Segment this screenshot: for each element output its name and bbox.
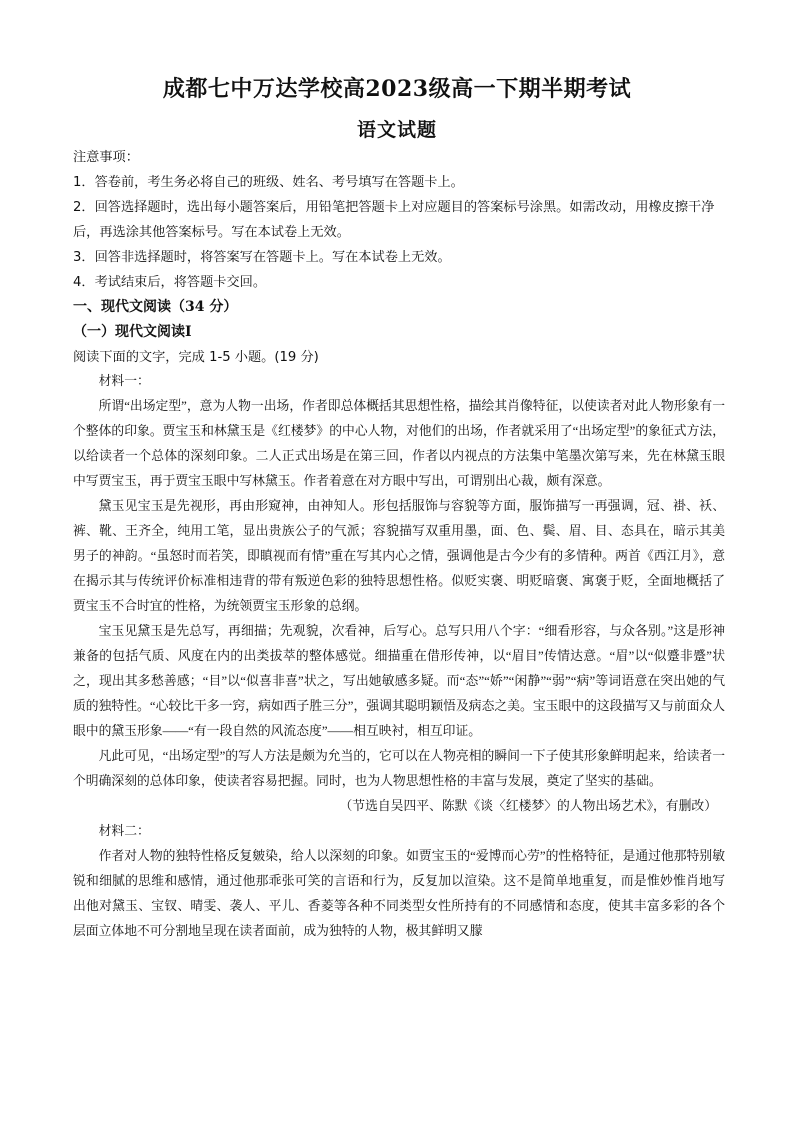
- material-2-label: 材料二：: [98, 824, 150, 838]
- section-heading: 一、现代文阅读（34 分）: [73, 299, 238, 315]
- instruction-item: 3．回答非选择题时，将答案写在答题卡上。写在本试卷上无效。: [73, 250, 451, 265]
- exam-title: 成都七中万达学校高2023级高一下期半期考试: [162, 76, 632, 102]
- reading-passage: [73, 369, 725, 944]
- instructions-block: [73, 145, 725, 370]
- material-1-paragraph: 凡此可见，“出场定型”的写人方法是颇为允当的，它可以在人物亮相的瞬间一下子使其形象鲜明起来，给读者一个明确深刻的总体印象，使读者容易把握。同时，也为人物思想性格的丰富与发展，奠定了坚实的基础。: [73, 749, 725, 788]
- material-1-label: 材料一：: [98, 374, 150, 388]
- material-1-paragraph: 宝玉见黛玉是先总写，再细描；先观貌，次看神，后写心。总写只用八个字：“细看形容，与众各别。”这是形神兼备的包括气质、风度在内的出类拔萃的整体感觉。细描重在借形传神，以“眉目”传情达意。“眉”以“似蹙非蹙”状之，现出其多愁善感；“目”以“似喜非喜”状之，写出她敏感多疑。而“态”“娇”“闲静”“弱”“病”等词语意在突出她的气质的独特性。“心较比干多一窍，病如西子胜三分”，强调其聪明颖悟及病态之美。宝玉眼中的这段描写又与前面众人眼中的黛玉形象——“有一段自然的风流态度”——相互映衬，相互印证。: [73, 624, 725, 738]
- exam-subtitle: 语文试题: [356, 119, 437, 141]
- material-1-paragraph: 所谓“出场定型”，意为人物一出场，作者即总体概括其思想性格，描绘其肖像特征，以使读者对此人物形象有一个整体的印象。贾宝玉和林黛玉是《红楼梦》的中心人物，对他们的出场，作者就采用了“出场定型”的象征式方法，以给读者一个总体的深刻印象。二人正式出场是在第三回，作者以内视点的方法集中笔墨次第写来，先在林黛玉眼中写贾宝玉，再于贾宝玉眼中写林黛玉。作者着意在对方眼中写出，可谓别出心裁，颇有深意。: [73, 399, 725, 488]
- instruction-item: 1．答卷前，考生务必将自己的班级、姓名、考号填写在答题卡上。: [73, 175, 464, 190]
- material-1-source: （节选自吴四平、陈默《谈〈红楼梦〉的人物出场艺术》，有删改）: [339, 799, 717, 813]
- material-1-paragraph: 黛玉见宝玉是先视形，再由形窥神，由神知人。形包括服饰与容貌等方面，服饰描写一再强调，冠、褂、袄、裤、靴、王齐全，纯用工笔，显出贵族公子的气派；容貌描写双重用墨，面、色、鬓、眉、目、态具在，暗示其美男子的神韵。“虽怒时而若笑，即瞋视而有情”重在写其内心之情，强调他是古今少有的多情种。两首《西江月》，意在揭示其与传统评价标准相违背的带有叛逆色彩的独特思想性格。似贬实褒、明贬暗褒、寓褒于贬，全面地概括了贾宝玉不合时宜的性格，为统领贾宝玉形象的总纲。: [73, 499, 725, 613]
- instruction-item: 4．考试结束后，将答题卡交回。: [73, 275, 267, 290]
- material-2-paragraph: 作者对人物的独特性格反复皴染，给人以深刻的印象。如贾宝玉的“爱博而心劳”的性格特征，是通过他那特别敏锐和细腻的思维和感情，通过他那乖张可笑的言语和行为，反复加以渲染。这不是简单地重复，而是惟妙惟肖地写出他对黛玉、宝钗、晴雯、袭人、平儿、香菱等各种不同类型女性所持有的不同感情和态度，使其丰富多彩的各个层面立体地不可分割地呈现在读者面前，成为独特的人物，极其鲜明又朦: [73, 849, 725, 938]
- instruction-item: 2．回答选择题时，选出每小题答案后，用铅笔把答题卡上对应题目的答案标号涂黑。如需改动，用橡皮擦干净后，再选涂其他答案标号。写在本试卷上无效。: [73, 200, 715, 240]
- instructions-heading: 注意事项：: [73, 150, 139, 165]
- section-subheading: （一）现代文阅读Ⅰ: [73, 324, 192, 340]
- section-prompt: 阅读下面的文字，完成 1-5 小题。(19 分): [73, 350, 319, 365]
